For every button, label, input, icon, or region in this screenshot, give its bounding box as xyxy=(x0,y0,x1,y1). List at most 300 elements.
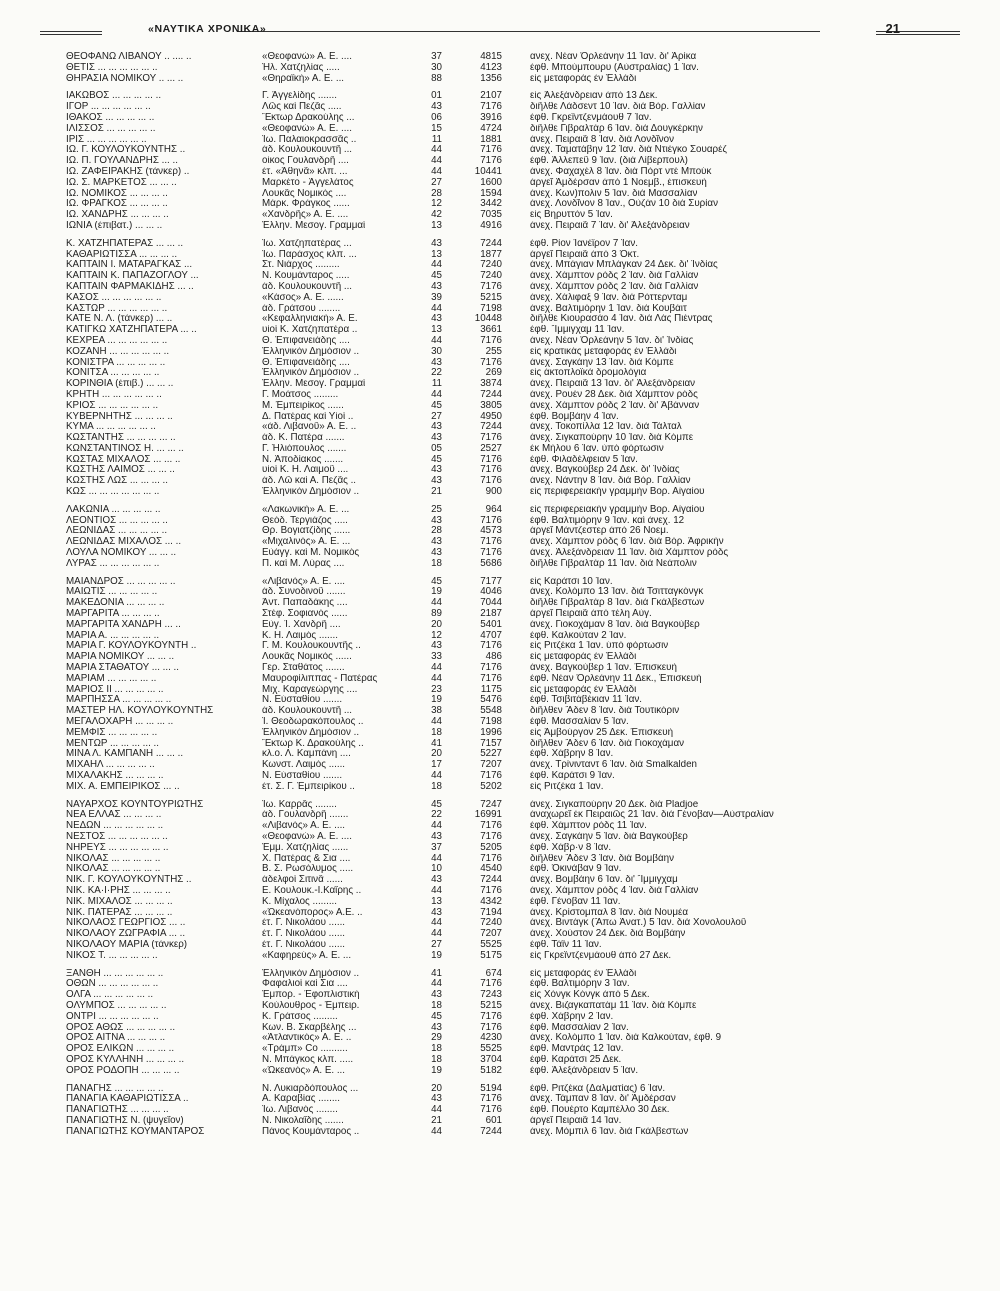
ship-name: ΝΙΚ. ΚΑ·Ι·ΡΗΣ ... ... ... .. xyxy=(66,885,171,896)
position-note: ἐκ Μήλου 6 Ἰαν. ὑπὸ φόρτωσιν xyxy=(530,443,664,454)
ship-name: ΝΕΣΤΟΣ ... ... ... ... ... .. xyxy=(66,831,168,842)
owner: «Θεοφανώ» Α. Ε. .... xyxy=(262,123,352,134)
owner: «Ὠκεανὸς» Α. Ε. ... xyxy=(262,1065,346,1076)
tonnage: 2187 xyxy=(480,609,502,620)
position-note: ἐφθ. Ριτζέκα (Δαλματίας) 6 Ἰαν. xyxy=(530,1083,666,1094)
ship-name: ΝΕΔΩΝ ... ... ... ... ... .. xyxy=(66,821,164,832)
ship-name: ΝΙΚΟΣ Τ. ... ... ... ... .. xyxy=(66,950,158,961)
tonnage: 7176 xyxy=(480,357,502,368)
owner: Κ. Η. Λαιμὸς ....... xyxy=(262,630,338,641)
position-note: ἀνεχ. Κολόμπο 1 Ἰαν. διὰ Καλκούταν, ἐφθ. 9 xyxy=(530,1033,722,1044)
position-note: ἐφθ. Ἀλεξάνδρειαν 5 Ἰαν. xyxy=(530,1065,639,1076)
age: 37 xyxy=(431,842,442,853)
table-row xyxy=(0,91,1000,102)
tonnage: 5525 xyxy=(480,1044,502,1055)
position-note: ἀνεχ. Χάμπτον ρὸδς 4 Ἰαν. διὰ Γαλλίαν xyxy=(530,885,699,896)
position-note: διῆλθεν Ἄδεν 3 Ἰαν. διὰ Βομβάην xyxy=(530,853,674,864)
table-row xyxy=(0,516,1000,527)
table-row xyxy=(0,145,1000,156)
tonnage: 7035 xyxy=(480,210,502,221)
owner: Π. καὶ Μ. Λύρας .... xyxy=(262,558,345,569)
position-note: ἐφθ. Γκρεϊντζενμάουθ 7 Ἰαν. xyxy=(530,112,652,123)
position-note: διῆλθε Γιβραλτὰρ 8 Ἰαν. διὰ Γκάλβεστων xyxy=(530,598,705,609)
age: 44 xyxy=(431,156,442,167)
ship-name: ΚΑΠΤΑΙΝ Ι. ΜΑΤΑΡΑΓΚΑΣ ... xyxy=(66,260,193,271)
age: 19 xyxy=(431,695,442,706)
age: 06 xyxy=(431,112,442,123)
age: 44 xyxy=(431,1126,442,1137)
age: 44 xyxy=(431,166,442,177)
owner: Στ. Νιάρχος ......... xyxy=(262,260,340,271)
position-note: ἐφθ. Καράτσι 9 Ἰαν. xyxy=(530,771,615,781)
ship-name: ΚΟΡΙΝΘΙΑ (ἐπιβ.) ... ... .. xyxy=(66,379,174,390)
letter-group xyxy=(0,505,1000,570)
owner: «ἀδ. Λιβανοῦ» Α. Ε. .. xyxy=(262,422,357,433)
table-row xyxy=(0,412,1000,423)
ship-name: ΚΩΣΤΗΣ ΛΑΙΜΟΣ ... ... .. xyxy=(66,465,175,476)
position-note: ἐφθ. Ὀκινάβαν 9 Ἰαν. xyxy=(530,864,622,875)
age: 38 xyxy=(431,706,442,717)
table-row xyxy=(0,401,1000,412)
tonnage: 1175 xyxy=(480,684,502,695)
position-note: διῆλθε Λάδσεντ 10 Ἰαν. διὰ Βόρ. Γαλλίαν xyxy=(530,102,706,113)
owner: «Καφηρεύς» Α. Ε. ... xyxy=(262,950,352,961)
position-note: ἐφθ. Καλκούταν 2 Ἰαν. xyxy=(530,630,627,641)
position-note: ἀνεχ. Σιγκαπούρην 20 Δεκ. διὰ Pladjoe xyxy=(530,799,699,810)
owner: «Μιχαλινός» Α. Ε. ... xyxy=(262,537,351,548)
tonnage: 7176 xyxy=(480,465,502,476)
tonnage: 1877 xyxy=(480,249,502,260)
position-note: εἰς μεταφορὰς ἐν Ἑλλάδι xyxy=(530,652,637,663)
age: 44 xyxy=(431,821,442,832)
tonnage: 7176 xyxy=(480,1011,502,1022)
ship-name: ΝΙΚ. ΜΙΧΑΛΟΣ ... ... ... .. xyxy=(66,896,173,907)
owner: ἐτ. Γ. Νικολάου ...... xyxy=(262,929,346,940)
age: 43 xyxy=(431,875,442,886)
owner: Κ. Μίχαλος ......... xyxy=(262,896,337,907)
owner: ἐτ. Γ. Νικολάου ...... xyxy=(262,918,346,929)
table-row xyxy=(0,1094,1000,1105)
table-row xyxy=(0,102,1000,113)
position-note: ἐφθ. Καράτσι 25 Δεκ. xyxy=(530,1054,622,1065)
age: 27 xyxy=(431,939,442,950)
tonnage: 4540 xyxy=(480,864,502,875)
position-note: ἐφθ. Βομβάην 4 Ἰαν. xyxy=(530,411,619,422)
owner: Θ. Ἐπιφανειάδης .... xyxy=(262,357,350,368)
age: 43 xyxy=(431,357,442,368)
position-note: ἐφθ. Πουέρτο Καμπέλλο 30 Δεκ. xyxy=(530,1105,670,1116)
tonnage: 4724 xyxy=(480,123,502,134)
ship-name: ΙΑΚΩΒΟΣ ... ... ... ... .. xyxy=(66,91,162,102)
age: 44 xyxy=(431,598,442,609)
tonnage: 1600 xyxy=(480,177,502,188)
age: 15 xyxy=(431,123,442,134)
ship-name: ΟΡΟΣ ΚΥΛΛΗΝΗ ... ... ... .. xyxy=(66,1054,185,1065)
ship-name: ΚΩΝΣΤΑΝΤΙΝΟΣ Η. ... ... .. xyxy=(66,443,184,454)
table-row xyxy=(0,706,1000,717)
table-row xyxy=(0,875,1000,886)
tonnage: 7176 xyxy=(480,885,502,896)
table-row xyxy=(0,1116,1000,1127)
position-note: ἀνεχ. Βιζαγκαπατὰμ 11 Ἰαν. διὰ Κόμπε xyxy=(530,1000,697,1011)
ship-name: ΙΩ. Σ. ΜΑΡΚΕΤΟΣ ... ... .. xyxy=(66,177,177,188)
owner: Λουκᾶς Νομικὸς ...... xyxy=(262,652,352,663)
table-row xyxy=(0,1023,1000,1034)
table-row xyxy=(0,1012,1000,1023)
ship-name: ΠΑΝΑΓΙΩΤΗΣ Ν. (ψυγεῖον) xyxy=(66,1115,184,1126)
ship-name: ΟΛΓΑ ... ... ... ... ... .. xyxy=(66,990,154,1001)
owner: Ἰω. Λιβανὸς ........ xyxy=(262,1105,338,1116)
age: 18 xyxy=(431,727,442,738)
table-row xyxy=(0,379,1000,390)
table-row xyxy=(0,282,1000,293)
table-row xyxy=(0,167,1000,178)
letter-group xyxy=(0,969,1000,1077)
owner: Ἰω. Παράσχος κλπ. ... xyxy=(262,249,357,260)
position-note: ἀνεχ. Βιντὰγκ (Ἄπω Ἀνατ.) 5 Ἰαν. διὰ Χονολουλοῦ xyxy=(530,918,747,929)
owner: Ν. Ἀποδίακος ....... xyxy=(262,454,344,465)
age: 43 xyxy=(431,548,442,559)
tonnage: 3916 xyxy=(480,112,502,123)
owner: Ἰω. Παλαιοκρασσᾶς .. xyxy=(262,134,357,145)
owner: Φαφαλιοὶ καὶ Σια .... xyxy=(262,979,348,990)
ship-name: ΘΗΡΑΣΙΑ ΝΟΜΙΚΟΥ .. ... .. xyxy=(66,73,184,84)
table-row xyxy=(0,505,1000,516)
owner: Ἑλληνικὸν Δημόσιον .. xyxy=(262,368,360,379)
ship-name: ΟΡΟΣ ΕΛΙΚΩΝ ... ... ... .. xyxy=(66,1044,175,1055)
owner: Ν. Λυκιαρδόπουλος ... xyxy=(262,1083,359,1094)
ship-name: ΚΑΣΟΣ ... ... ... ... ... .. xyxy=(66,292,162,303)
position-note: εἰς περιφερειακὴν γραμμὴν Βορ. Αἰγαίου xyxy=(530,504,705,515)
table-row xyxy=(0,304,1000,315)
table-row xyxy=(0,347,1000,358)
owner: Γ. Μοάτσος ......... xyxy=(262,389,339,400)
age: 43 xyxy=(431,1022,442,1033)
tonnage: 7247 xyxy=(480,799,502,810)
tonnage: 1881 xyxy=(480,134,502,145)
owner: Μιχ. Καραγεώργης .... xyxy=(262,684,358,695)
position-note: εἰς Ριτζέκα 1 Ἰαν. ὑπὸ φόρτωσιν xyxy=(530,641,669,652)
owner: οἶκος Γουλανδρῆ .... xyxy=(262,156,349,167)
position-note: ἀνεχ. Φαχαχὲλ 8 Ἰαν. διὰ Πὸρτ ντὲ Μποὺκ xyxy=(530,166,712,177)
table-row xyxy=(0,821,1000,832)
ship-name: ΙΘΑΚΟΣ ... ... ... ... .. xyxy=(66,112,155,123)
ship-name: ΚΩΣ ... ... ... ... ... ... .. xyxy=(66,487,160,498)
age: 21 xyxy=(431,487,442,498)
age: 43 xyxy=(431,314,442,325)
position-note: ἐφθ. Τσιβιτάβέκιαν 11 Ἰαν. xyxy=(530,695,642,706)
tonnage: 7198 xyxy=(480,303,502,314)
owner: Ἕκτωρ Κ. Δρακούλης .. xyxy=(262,738,364,749)
ship-name: ΟΡΟΣ ΑΙΤΝΑ ... ... ... .. xyxy=(66,1033,166,1044)
tonnage: 3874 xyxy=(480,379,502,390)
owner: Λουκᾶς Νομικὸς .... xyxy=(262,188,347,199)
position-note: εἰς Ἀμβούργον 25 Δεκ. Ἐπισκευή xyxy=(530,727,674,738)
table-row xyxy=(0,476,1000,487)
tonnage: 674 xyxy=(485,968,502,979)
ship-name: ΚΡΙΟΣ ... ... ... ... ... .. xyxy=(66,400,159,411)
table-row xyxy=(0,1127,1000,1138)
ship-name: Κ. ΧΑΤΖΗΠΑΤΕΡΑΣ ... ... .. xyxy=(66,238,184,249)
age: 18 xyxy=(431,781,442,792)
tonnage: 4950 xyxy=(480,411,502,422)
position-note: ἀνεχ. Τρίνινταντ 6 Ἰαν. διὰ Smalkalden xyxy=(530,760,697,771)
position-note: ἐφθ. Ρίον Ἰανέϊρον 7 Ἰαν. xyxy=(530,238,638,249)
letter-group xyxy=(0,1084,1000,1138)
position-note: ἀνεχ. Χάμπτον ρὸδς 6 Ἰαν. διὰ Βόρ. Ἀφρικὴν xyxy=(530,537,724,548)
age: 22 xyxy=(431,810,442,821)
table-row xyxy=(0,336,1000,347)
tonnage: 4916 xyxy=(480,220,502,231)
table-row xyxy=(0,559,1000,570)
ship-name: ΝΙΚ. ΠΑΤΕΡΑΣ ... ... ... .. xyxy=(66,907,173,918)
age: 05 xyxy=(431,443,442,454)
owner: ἀδ. Κ. Πατέρα ....... xyxy=(262,433,345,444)
tonnage: 4123 xyxy=(480,62,502,73)
ship-name: ΝΙΚΟΛΑΟΥ ΖΩΓΡΑΦΙΑ ... .. xyxy=(66,929,186,940)
position-note: διῆλθεν Ἄδεν 8 Ἰαν. διὰ Τουτικόριν xyxy=(530,706,680,717)
table-row xyxy=(0,368,1000,379)
owner: «Κεφαλληνιακή» Α. Ε. xyxy=(262,314,358,325)
age: 25 xyxy=(431,504,442,515)
position-note: ἐφθ. Νέαν Ὀρλεάνην 11 Δεκ., Ἐπισκευή xyxy=(530,673,702,684)
owner: «Κάσος» Α. Ε. ...... xyxy=(262,292,344,303)
table-row xyxy=(0,854,1000,865)
table-row xyxy=(0,526,1000,537)
table-row xyxy=(0,1033,1000,1044)
owner: Ε. Κουλουκ.-Ι.Καΐρης .. xyxy=(262,885,362,896)
owner: Ἐμμ. Χατζηλίας ...... xyxy=(262,842,349,853)
age: 44 xyxy=(431,979,442,990)
age: 19 xyxy=(431,1065,442,1076)
tonnage: 7176 xyxy=(480,476,502,487)
owner: ἐτ. Σ. Γ. Ἐμπειρίκου .. xyxy=(262,781,355,792)
owner: Ἑλληνικὸν Δημόσιον .. xyxy=(262,727,360,738)
tonnage: 7194 xyxy=(480,907,502,918)
table-row xyxy=(0,487,1000,498)
table-row xyxy=(0,178,1000,189)
age: 19 xyxy=(431,950,442,961)
age: 37 xyxy=(431,52,442,62)
table-row xyxy=(0,250,1000,261)
header-rule-left xyxy=(40,31,102,35)
owner: Εὐγ. Ἰ. Χανδρῆ .... xyxy=(262,619,341,630)
owner: Ν. Εὐσταθίου ....... xyxy=(262,771,343,781)
age: 44 xyxy=(431,335,442,346)
ship-name: ΜΑΡΓΑΡΙΤΑ ΧΑΝΔΡΗ ... .. xyxy=(66,619,181,630)
age: 44 xyxy=(431,929,442,940)
position-note: ἀνεχ. Νάντην 8 Ἰαν. διὰ Βόρ. Γαλλίαν xyxy=(530,476,691,487)
owner: Μ. Ἐμπειρίκος ...... xyxy=(262,400,344,411)
ship-name: ΚΟΝΙΣΤΡΑ ... ... ... ... .. xyxy=(66,357,166,368)
ship-name: ΙΩ. ΖΑΦΕΙΡΑΚΗΣ (τάνκερ) .. xyxy=(66,166,190,177)
ship-name: ΜΑΚΕΔΟΝΙΑ ... ... ... .. xyxy=(66,598,165,609)
table-row xyxy=(0,444,1000,455)
position-note: ἐφθ. Φιλαδέλφειαν 5 Ἰαν. xyxy=(530,454,638,465)
owner: Ἰω. Χατζηπατέρας ... xyxy=(262,238,352,249)
tonnage: 486 xyxy=(485,652,502,663)
tonnage: 964 xyxy=(485,504,502,515)
age: 45 xyxy=(431,576,442,587)
position-note: ἐφθ. Μαντρὰς 12 Ἰαν. xyxy=(530,1044,624,1055)
ship-name: ΜΑΣΤΕΡ ΗΛ. ΚΟΥΛΟΥΚΟΥΝΤΗΣ xyxy=(66,706,214,717)
ship-name: ΘΕΟΦΑΝΩ ΛΙΒΑΝΟΥ .. .... .. xyxy=(66,52,192,62)
tonnage: 5215 xyxy=(480,292,502,303)
position-note: ἀνεχ. Κρίστομπαλ 8 Ἰαν. διὰ Νουμέα xyxy=(530,907,689,918)
ship-name: ΠΑΝΑΓΙΩΤΗΣ ... ... ... .. xyxy=(66,1105,169,1116)
position-note: ἐφθ. Γένοβαν 11 Ἰαν. xyxy=(530,896,621,907)
age: 01 xyxy=(431,91,442,102)
ship-name: ΛΕΩΝΙΔΑΣ ... ... ... ... .. xyxy=(66,526,168,537)
owner: κλ.ο. Λ. Καμπάνη .... xyxy=(262,749,351,760)
table-row xyxy=(0,929,1000,940)
age: 89 xyxy=(431,609,442,620)
age: 27 xyxy=(431,411,442,422)
ship-name: ΠΑΝΑΓΙΩΤΗΣ ΚΟΥΜΑΝΤΑΡΟΣ xyxy=(66,1126,205,1137)
owner: Μαυροφίλιππας - Πατέρας xyxy=(262,673,378,684)
tonnage: 7176 xyxy=(480,454,502,465)
age: 44 xyxy=(431,1105,442,1116)
owner: Β. Σ. Ρωσόλυμος ..... xyxy=(262,864,354,875)
table-row xyxy=(0,685,1000,696)
owner: Ἰω. Καρρᾶς ........ xyxy=(262,799,337,810)
table-row xyxy=(0,652,1000,663)
tonnage: 255 xyxy=(485,346,502,357)
age: 44 xyxy=(431,673,442,684)
owner: «Λιβανός» Α. Ε. .... xyxy=(262,576,346,587)
owner: Γ. Ἠλιόπουλος ....... xyxy=(262,443,347,454)
table-row xyxy=(0,886,1000,897)
table-row xyxy=(0,969,1000,980)
position-note: ἐφθ. Βαλτιμόρην 3 Ἰαν. xyxy=(530,979,630,990)
ship-name: ΜΑΡΠΗΣΣΑ ... ... ... ... .. xyxy=(66,695,172,706)
ship-name: ΜΑΙΩΤΙΣ ... ... ... ... .. xyxy=(66,587,158,598)
table-row xyxy=(0,314,1000,325)
table-row xyxy=(0,717,1000,728)
tonnage: 10441 xyxy=(474,166,502,177)
ship-name: ΟΡΟΣ ΑΘΩΣ ... ... ... ... .. xyxy=(66,1022,176,1033)
table-row xyxy=(0,124,1000,135)
ship-name: ΙΩ. ΝΟΜΙΚΟΣ ... ... ... .. xyxy=(66,188,168,199)
tonnage: 3661 xyxy=(480,325,502,336)
table-row xyxy=(0,800,1000,811)
tonnage: 5215 xyxy=(480,1000,502,1011)
ship-name: ΝΙΚΟΛΑΟΥ ΜΑΡΙΑ (τάνκερ) xyxy=(66,939,188,950)
table-row xyxy=(0,1084,1000,1095)
ship-name: ΚΩΣΤΑΝΤΗΣ ... ... ... ... .. xyxy=(66,433,176,444)
table-row xyxy=(0,843,1000,854)
table-row xyxy=(0,918,1000,929)
ship-name: ΠΑΝΑΓΙΑ ΚΑΘΑΡΙΩΤΙΣΣΑ .. xyxy=(66,1094,189,1105)
ship-name: ΝΙΚΟΛΑΣ ... ... ... ... .. xyxy=(66,864,161,875)
owner: Ἑλληνικὸν Δημόσιον .. xyxy=(262,487,360,498)
tonnage: 7176 xyxy=(480,156,502,167)
tonnage: 7176 xyxy=(480,335,502,346)
age: 41 xyxy=(431,738,442,749)
ship-name: ΚΩΣΤΑΣ ΜΙΧΑΛΟΣ ... ... .. xyxy=(66,454,181,465)
owner: υἱοὶ Κ. Η. Λαιμοῦ .... xyxy=(262,465,349,476)
tonnage: 2107 xyxy=(480,91,502,102)
owner: Ν. Εὐσταθίου ....... xyxy=(262,695,343,706)
owner: Ν. Κουμάνταρος ..... xyxy=(262,271,350,282)
table-row xyxy=(0,221,1000,232)
owner: «Χανδρῆς» Α. Ε. .... xyxy=(262,210,349,221)
age: 45 xyxy=(431,454,442,465)
age: 44 xyxy=(431,717,442,728)
age: 19 xyxy=(431,587,442,598)
age: 43 xyxy=(431,281,442,292)
tonnage: 7176 xyxy=(480,771,502,781)
position-note: ἐφθ. Μασσαλίαν 5 Ἰαν. xyxy=(530,717,629,728)
owner: Θρ. Βογιατζίδης ...... xyxy=(262,526,351,537)
table-row xyxy=(0,293,1000,304)
ship-name: ΟΡΟΣ ΡΟΔΟΠΗ ... ... ... .. xyxy=(66,1065,180,1076)
ship-name: ΚΥΜΑ ... ... ... ... ... .. xyxy=(66,422,156,433)
tonnage: 1594 xyxy=(480,188,502,199)
tonnage: 7176 xyxy=(480,433,502,444)
position-note: ἀνεχ. Μπάγιαν Μπλάγκαν 24 Δεκ. δι' Ἰνδίας xyxy=(530,260,718,271)
position-note: ἀνεχ. Βαγκούβερ 1 Ἰαν. Ἐπισκευή xyxy=(530,663,677,674)
position-note: ἀνεχ. Ταματάβην 12 Ἰαν. διὰ Ντιέγκο Σουαρέζ xyxy=(530,145,727,156)
owner: Κωνστ. Λαιμὸς ...... xyxy=(262,760,346,771)
table-row xyxy=(0,641,1000,652)
tonnage: 7207 xyxy=(480,760,502,771)
table-row xyxy=(0,663,1000,674)
position-note: διῆλθε Γιβραλτὰρ 6 Ἰαν. διὰ Δουγκέρκην xyxy=(530,123,703,134)
age: 44 xyxy=(431,885,442,896)
ship-name: ΚΑΠΤΑΙΝ Κ. ΠΑΠΑΖΟΓΛΟΥ ... xyxy=(66,271,199,282)
position-note: εἰς Ριτζέκα 1 Ἰαν. xyxy=(530,781,604,792)
age: 10 xyxy=(431,864,442,875)
owner: «Λακωνική» Α. Ε. ... xyxy=(262,504,350,515)
age: 43 xyxy=(431,476,442,487)
table-row xyxy=(0,189,1000,200)
age: 20 xyxy=(431,749,442,760)
tonnage: 4815 xyxy=(480,52,502,62)
table-row xyxy=(0,271,1000,282)
age: 13 xyxy=(431,325,442,336)
tonnage: 7244 xyxy=(480,1126,502,1137)
table-row xyxy=(0,728,1000,739)
ship-name: ΟΛΥΜΠΟΣ ... ... ... ... .. xyxy=(66,1000,167,1011)
position-note: εἰς μεταφορὰς ἐν Ἑλλάδι xyxy=(530,968,637,979)
table-row xyxy=(0,749,1000,760)
table-row xyxy=(0,598,1000,609)
tonnage: 7177 xyxy=(480,576,502,587)
tonnage: 5525 xyxy=(480,939,502,950)
age: 44 xyxy=(431,663,442,674)
table-row xyxy=(0,897,1000,908)
table-row xyxy=(0,587,1000,598)
table-row xyxy=(0,577,1000,588)
age: 11 xyxy=(431,379,442,390)
age: 44 xyxy=(431,853,442,864)
tonnage: 7240 xyxy=(480,271,502,282)
letter-group xyxy=(0,91,1000,231)
owner: Γ. Μ. Κουλουκουντῆς .. xyxy=(262,641,361,652)
age: 44 xyxy=(431,260,442,271)
age: 30 xyxy=(431,346,442,357)
table-row xyxy=(0,358,1000,369)
position-note: ἀνεχ. Βαλτιμόρην 1 Ἰαν. διὰ Κουβάιτ xyxy=(530,303,687,314)
table-row xyxy=(0,74,1000,85)
table-row xyxy=(0,199,1000,210)
tonnage: 5194 xyxy=(480,1083,502,1094)
ship-name: ΜΕΜΦΙΣ ... ... ... ... .. xyxy=(66,727,158,738)
ship-name: ΜΑΡΙΑ ΝΟΜΙΚΟΥ ... ... .. xyxy=(66,652,175,663)
age: 13 xyxy=(431,249,442,260)
ship-name: ΛΑΚΩΝΙΑ ... ... ... ... .. xyxy=(66,504,161,515)
